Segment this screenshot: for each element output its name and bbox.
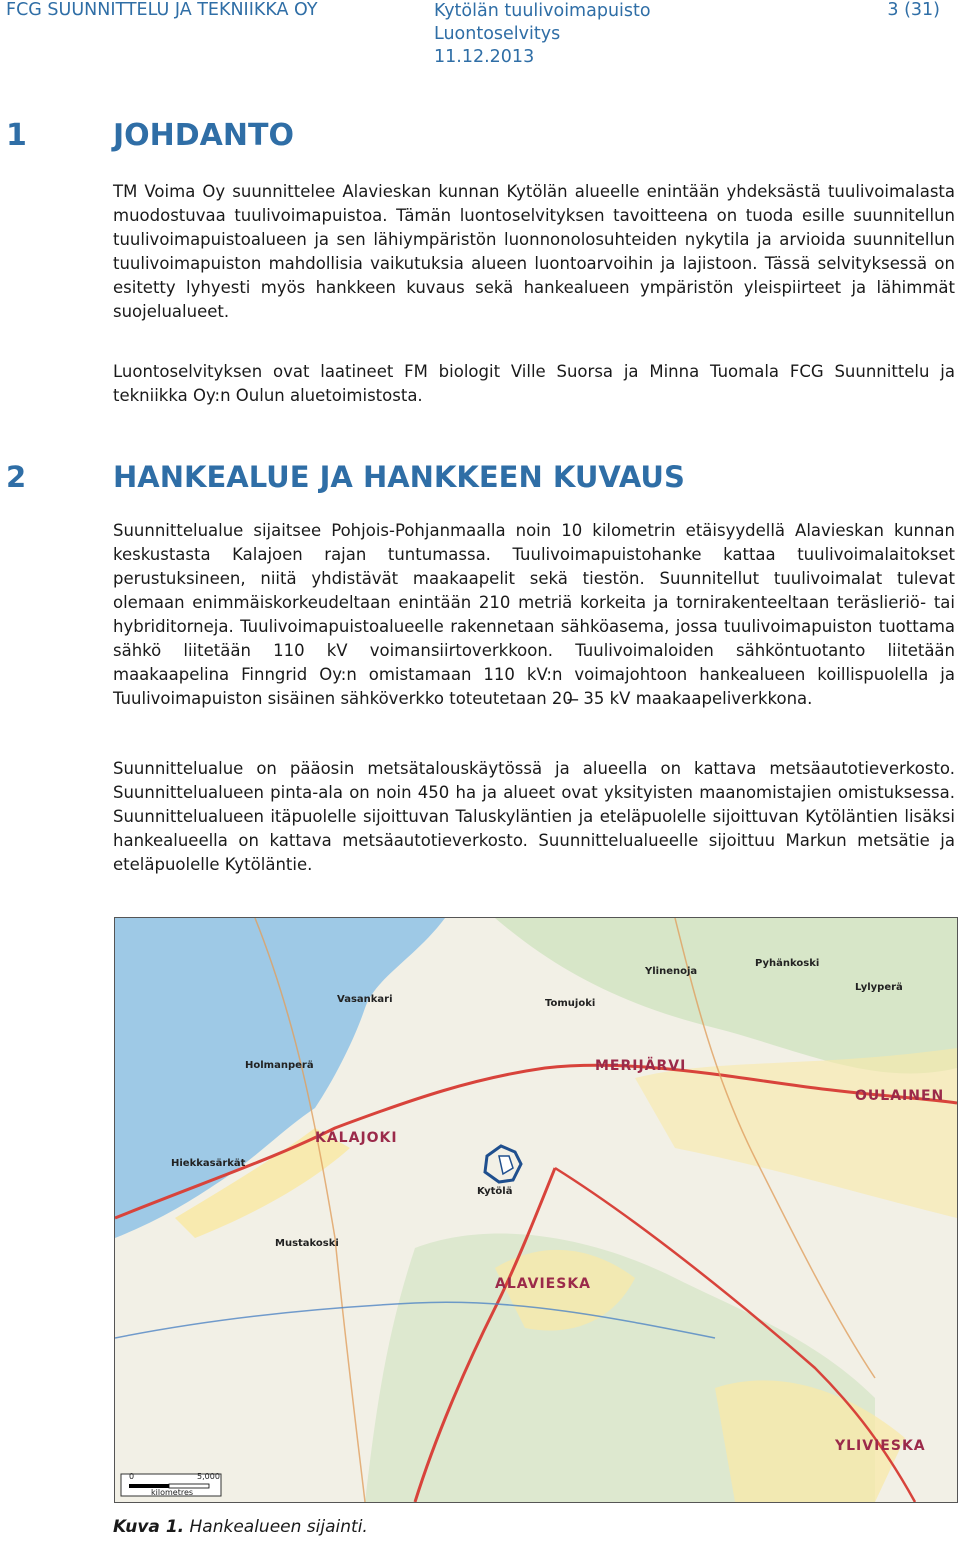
page-header xyxy=(0,0,960,70)
map-place-pyhankoski: Pyhänkoski xyxy=(755,958,820,969)
section-2-number: 2 xyxy=(6,460,27,494)
header-date: 11.12.2013 xyxy=(434,47,535,67)
section-1-heading xyxy=(6,118,294,153)
figure-caption xyxy=(113,1517,368,1537)
map-place-mustakoski: Mustakoski xyxy=(275,1238,339,1249)
map-town-kalajoki: KALAJOKI xyxy=(315,1130,398,1146)
location-map xyxy=(114,917,958,1503)
header-doc-type: Luontoselvitys xyxy=(434,24,561,44)
map-town-alavieska: ALAVIESKA xyxy=(495,1276,592,1292)
section-1-paragraph-1: TM Voima Oy suunnittelee Alavieskan kunnan Kytölän alueelle enintään yhdeksästä tuulivoimalasta muodostuvaa tuulivoimapuistoa. Tämän luontoselvityksen tavoitteena on tuoda esille suunnitellun tuulivoimapuistoalueen ja sen lähiympäristön luonnonolosuhteiden nykytila ja arvioida suunnitellun tuulivoimapuiston mahdollisia vaikutuksia alueen luontoarvoihin ja lajistoon. Tässä selvityksessä on esitetty lyhyesti myös hankkeen kuvaus sekä hankealueen ympäristön yleispiirteet ja lähimmät suojelualueet. xyxy=(113,182,955,321)
map-town-merijarvi: MERIJÄRVI xyxy=(595,1058,687,1074)
map-place-vasankari: Vasankari xyxy=(337,994,393,1005)
section-2-paragraph-2: Suunnittelualue on pääosin metsätalouskäytössä ja alueella on kattava metsäautotieverkosto. Suunnittelualueen pinta-ala on noin 450 ha ja alueet ovat yksityisten maanomistajien omistuksessa. Suunnittelualueen itäpuolelle sijoittuvan Taluskyläntien ja eteläpuolelle sijoittuvan Kytöläntien lisäksi hankealueella on kattava metsäautotieverkosto. Suunnittelualueelle sijoittuu Markun metsätie ja eteläpuolelle Kytöläntie. xyxy=(113,759,955,874)
scale-start: 0 xyxy=(129,1472,135,1481)
section-1-paragraph-2: Luontoselvityksen ovat laatineet FM biologit Ville Suorsa ja Minna Tuomala FCG Suunnittelu ja tekniikka Oy:n Oulun aluetoimistosta. xyxy=(113,362,955,405)
map-town-ylivieska: YLIVIESKA xyxy=(835,1438,926,1454)
figure-caption-label: Kuva 1. xyxy=(113,1517,185,1537)
map-place-tomujoki: Tomujoki xyxy=(545,998,596,1009)
header-page-number: 3 (31) xyxy=(887,0,940,20)
header-company: FCG SUUNNITTELU JA TEKNIIKKA OY xyxy=(6,0,318,20)
header-project-info xyxy=(434,0,651,69)
map-town-oulainen: OULAINEN xyxy=(855,1088,945,1104)
header-project: Kytölän tuulivoimapuisto xyxy=(434,1,651,21)
map-place-lylypera: Lylyperä xyxy=(855,982,903,993)
map-place-holmanpera: Holmanperä xyxy=(245,1060,314,1071)
section-2-title: HANKEALUE JA HANKKEEN KUVAUS xyxy=(113,460,685,494)
figure-caption-text: Hankealueen sijainti. xyxy=(189,1517,368,1537)
scale-unit: kilometres xyxy=(151,1488,194,1497)
scale-end: 5,000 xyxy=(197,1472,220,1481)
section-2-paragraph-1: Suunnittelualue sijaitsee Pohjois-Pohjanmaalla noin 10 kilometrin etäisyydellä Alavieskan kunnan keskustasta Kalajoen rajan tuntumassa. Tuulivoimapuistohanke kattaa tuulivoimalaitokset perustuksineen, niitä yhdistävät maakaapelit sekä tiestön. Suunnitellut tuulivoimalat tulevat olemaan enimmäiskorkeudeltaan enintään 210 metriä korkeita ja tornirakenteeltaan teräslieriö- tai hybriditorneja. Tuulivoimapuistoalueelle rakennetaan sähköasema, jossa tuulivoimapuiston tuottama sähkö liitetään 110 kV voimansiirtoverkkoon. Tuulivoimaloiden sähköntuotanto liitetään maakaapelina Finngrid Oy:n omistamaan 110 kV:n voimajohtoon hankealueen koillispuolella ja Tuulivoimapuiston sisäinen sähköverkko toteutetaan 20 ̶ 35 kV maakaapeliverkkona. xyxy=(113,521,955,708)
map-graphic xyxy=(115,918,957,1502)
section-1-number: 1 xyxy=(6,118,27,153)
map-place-kytola: Kytölä xyxy=(477,1186,513,1197)
section-2-heading xyxy=(6,460,685,494)
map-place-hiekkasarkat: Hiekkasärkät xyxy=(171,1158,246,1169)
section-1-title: JOHDANTO xyxy=(113,118,294,153)
map-place-ylinenoja: Ylinenoja xyxy=(645,966,698,977)
